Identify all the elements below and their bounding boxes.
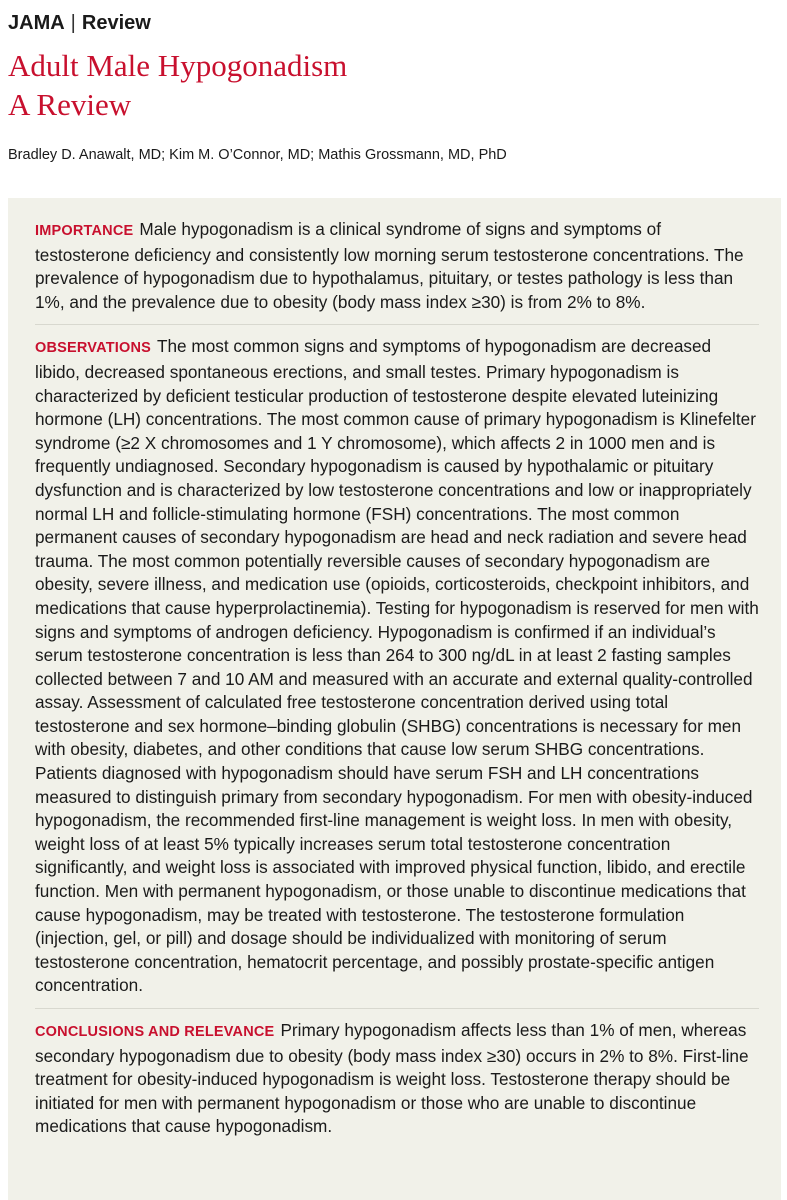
article-title: Adult Male Hypogonadism — [8, 48, 348, 83]
abstract-conclusions — [35, 1008, 759, 1139]
journal-masthead — [8, 12, 151, 35]
article-type: Review — [81, 12, 151, 34]
journal-name: JAMA — [8, 12, 65, 34]
masthead-separator: | — [70, 12, 76, 34]
observations-text: The most common signs and symptoms of hypogonadism are decreased libido, decreased spontaneous erections, and small testes. Primary hypogonadism is characterized by deficient testicular production of testosterone despite elevated luteinizing hormone (LH) concentrations. The most common cause of primary hypogonadism is Klinefelter syndrome (≥2 X chromosomes and 1 Y chromosome), which affects 2 in 1000 men and is frequently undiagnosed. Secondary hypogonadism is caused by hypothalamic or pituitary dysfunction and is characterized by low testosterone concentrations and low or inappropriately normal LH and follicle-stimulating hormone (FSH) concentrations. The most common permanent causes of secondary hypogonadism are head and neck radiation and severe head trauma. The most common potentially reversible causes of secondary hypogonadism are obesity, severe illness, and medication use (opioids, corticosteroids, checkpoint inhibitors, and medications that cause hyperprolactinemia). Testing for hypogonadism is reserved for men with signs and symptoms of androgen deficiency. Hypogonadism is confirmed if an individual’s serum testosterone concentration is less than 264 to 300 ng/dL in at least 2 fasting samples collected between 7 and 10 AM and measured with an accurate and external quality-controlled assay. Assessment of calculated free testosterone concentration derived using total testosterone and sex hormone–binding globulin (SHBG) concentrations is necessary for men with obesity, diabetes, and other conditions that cause low serum SHBG concentrations. Patients diagnosed with hypogonadism should have serum FSH and LH concentrations measured to distinguish primary from secondary hypogonadism. For men with obesity-induced hypogonadism, the recommended first-line management is weight loss. In men with obesity, weight loss of at least 5% typically increases serum total testosterone concentration significantly, and weight loss is associated with improved physical function, libido, and erectile function. Men with permanent hypogonadism, or those unable to discontinue medications that cause hypogonadism, may be treated with testosterone. The testosterone formulation (injection, gel, or pill) and dosage should be individualized with monitoring of serum testosterone concentration, hematocrit percentage, and possibly prostate-specific antigen concentration. — [35, 336, 759, 996]
observations-label: OBSERVATIONS — [35, 340, 151, 357]
abstract-importance — [35, 218, 759, 314]
importance-text: Male hypogonadism is a clinical syndrome of signs and symptoms of testosterone deficiency and consistently low morning serum testosterone concentrations. The prevalence of hypogonadism due to hypothalamus, pituitary, or testes pathology is less than 1%, and the prevalence due to obesity (body mass index ≥30) is from 2% to 8%. — [35, 219, 744, 312]
conclusions-text: Primary hypogonadism affects less than 1% of men, whereas secondary hypogonadism due to obesity (body mass index ≥30) occurs in 2% to 8%. First-line treatment for obesity-induced hypogonadism is weight loss. Testosterone therapy should be initiated for men with permanent hypogonadism or those who are unable to discontinue medications that cause hypogonadism. — [35, 1020, 749, 1137]
author-list: Bradley D. Anawalt, MD; Kim M. O’Connor, MD; Mathis Grossmann, MD, PhD — [8, 147, 507, 163]
abstract-box — [8, 198, 781, 1200]
abstract-observations — [35, 324, 759, 998]
article-subtitle: A Review — [8, 87, 132, 122]
importance-label: IMPORTANCE — [35, 223, 134, 239]
conclusions-label: CONCLUSIONS AND RELEVANCE — [35, 1024, 275, 1040]
